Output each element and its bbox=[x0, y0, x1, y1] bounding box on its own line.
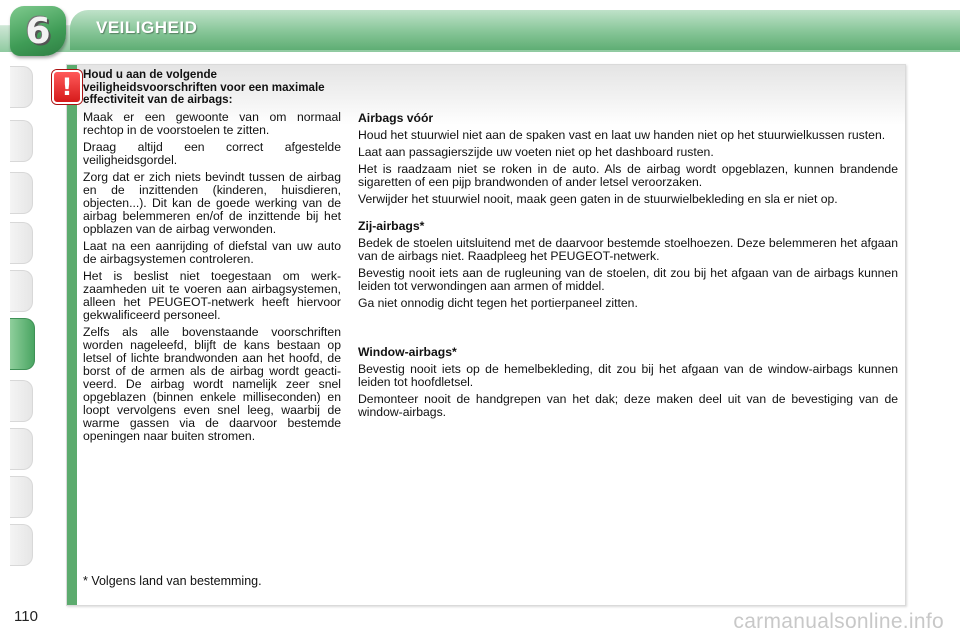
chapter-tab-10[interactable] bbox=[10, 524, 33, 566]
chapter-tab-6-active[interactable] bbox=[10, 318, 35, 370]
left-paragraph: Zorg dat er zich niets bevindt tussen de airbag en de inzittenden (kinderen, huisdieren, objecten...). Dit kan de goede werking van de airbag belemmeren en/of de inzittende bij het opblazen van de airbag verwonden. bbox=[83, 169, 341, 236]
chapter-tab-1[interactable] bbox=[10, 66, 33, 108]
chapter-tab-4[interactable] bbox=[10, 222, 33, 264]
footnote: * Volgens land van bestemming. bbox=[83, 574, 262, 588]
left-column bbox=[83, 69, 341, 447]
chapter-badge bbox=[10, 6, 66, 56]
chapter-title: VEILIGHEID bbox=[96, 18, 198, 37]
left-paragraph: Zelfs als alle bovenstaande voorschriften worden nageleefd, blijft de kans bestaan op letsel of lichte brandwonden aan het hoofd, de borst of de armen als de airbag wordt geactiveerd. De airbag wordt namelijk zeer snel opgeblazen (binnen enkele milliseconden) en loopt vervolgens even snel leeg, waarbij de warme gassen via de daarvoor bestemde openingen naar buiten stromen. bbox=[83, 324, 341, 443]
watermark: carmanualsonline.info bbox=[733, 610, 944, 633]
header-green-bar bbox=[70, 10, 960, 50]
left-paragraph: Maak er een gewoonte van om normaal rechtop in de voorstoelen te zitten. bbox=[83, 109, 341, 137]
left-column-heading: Houd u aan de volgende veiligheidsvoorschriften voor een maximale effectiviteit van de airbags: bbox=[83, 68, 325, 106]
chapter-tab-3[interactable] bbox=[10, 172, 33, 214]
section-front-airbags bbox=[358, 112, 898, 206]
chapter-tab-7[interactable] bbox=[10, 380, 33, 422]
section-paragraph: Houd het stuurwiel niet aan de spaken vast en laat uw handen niet op het stuurwielkussen rusten. bbox=[358, 128, 886, 142]
section-heading: Window-airbags* bbox=[358, 345, 457, 359]
section-paragraph: Bedek de stoelen uitsluitend met de daarvoor bestemde stoelhoezen. Deze belemmeren het afgaan van de airbags niet. Raadpleeg het PEUGEOT-netwerk. bbox=[358, 236, 898, 263]
section-side-airbags bbox=[358, 220, 898, 310]
section-heading: Airbags vóór bbox=[358, 111, 434, 125]
warning-exclamation-icon: ! bbox=[52, 70, 82, 104]
chapter-tab-8[interactable] bbox=[10, 428, 33, 470]
chapter-tab-9[interactable] bbox=[10, 476, 33, 518]
panel-accent-stripe bbox=[67, 65, 77, 605]
section-paragraph: Laat aan passagierszijde uw voeten niet op het dashboard rusten. bbox=[358, 145, 714, 159]
chapter-number: 6 bbox=[25, 10, 51, 52]
chapter-tab-5[interactable] bbox=[10, 270, 33, 312]
left-paragraph: Draag altijd een correct afgestelde veiligheidsgordel. bbox=[83, 139, 341, 167]
section-paragraph: Het is raadzaam niet se roken in de auto. Als de airbag wordt opgeblazen, kunnen brandende sigaretten of een pijp brandwonden of ander letsel veroorzaken. bbox=[358, 162, 898, 189]
right-column bbox=[358, 112, 898, 423]
section-paragraph: Ga niet onnodig dicht tegen het portierpaneel zitten. bbox=[358, 296, 638, 310]
left-paragraph: Laat na een aanrijding of diefstal van uw auto de airbagsystemen controleren. bbox=[83, 238, 341, 266]
section-heading: Zij-airbags* bbox=[358, 219, 425, 233]
page-number: 110 bbox=[14, 608, 38, 625]
chapter-tab-2[interactable] bbox=[10, 120, 33, 162]
left-paragraph: Het is beslist niet toegestaan om werkzaamheden uit te voeren aan airbagsystemen, alleen het PEUGEOT-netwerk heeft hiervoor gekwalificeerd personeel. bbox=[83, 268, 341, 322]
section-window-airbags bbox=[358, 346, 898, 419]
section-paragraph: Verwijder het stuurwiel nooit, maak geen gaten in de stuurwielbekleding en sla er niet op. bbox=[358, 192, 838, 206]
section-paragraph: Bevestig nooit iets op de hemelbekleding, dit zou bij het afgaan van de window-airbags kunnen leiden tot hoofdletsel. bbox=[358, 362, 898, 389]
section-paragraph: Bevestig nooit iets aan de rugleuning van de stoelen, dit zou bij het afgaan van de airbags kunnen leiden tot verwondingen aan armen of middel. bbox=[358, 266, 898, 293]
section-paragraph: Demonteer nooit de handgrepen van het dak; deze maken deel uit van de bevestiging van de window-airbags. bbox=[358, 392, 898, 419]
